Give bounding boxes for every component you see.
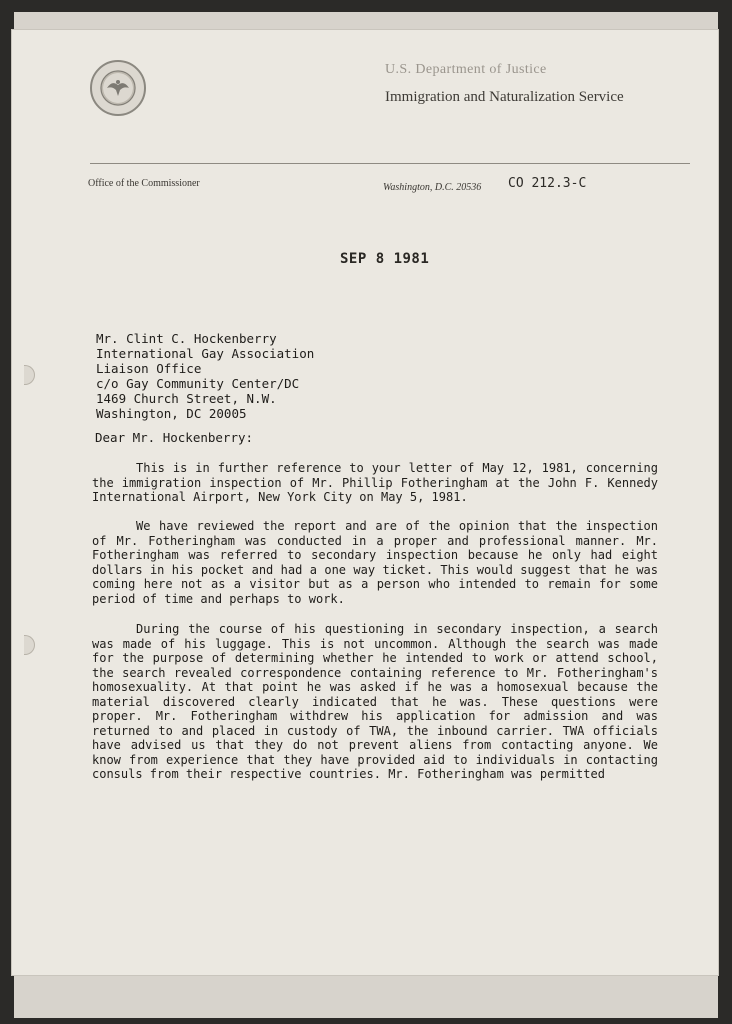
body-paragraph-2: We have reviewed the report and are of the opinion that the inspection of Mr. Fotheringham was conducted in a proper and professional manner. Mr. Fotheringham was referred to secondary inspection because he only had eight dollars in his pocket and had a one way ticket. This would suggest that he was coming here not as a visitor but as a person who intended to remain for some period of time and perhaps to work. [92,519,658,606]
doj-seal-icon [90,60,146,116]
date-stamp: SEP 8 1981 [340,251,430,267]
service-name: Immigration and Naturalization Service [385,89,624,105]
address-line: International Gay Association [96,346,315,361]
body-paragraph-3: During the course of his questioning in secondary inspection, a search was made of his luggage. This is not uncommon. Although the search was made for the purpose of determining whether he intended to work or attend school, the search revealed correspondence containing reference to Mr. Fotheringham's homosexuality. At that point he was asked if he was a homosexual because the material discovered clearly indicated that he was. These questions were proper. Mr. Fotheringham withdrew his application for admission and was returned to and placed in custody of TWA, the inbound carrier. TWA officials have advised us that they do not prevent aliens from contacting anyone. We know from experience that they have provided aid to individuals in contacting consuls from their respective countries. Mr. Fotheringham was permitted [92,622,658,781]
office-location: Washington, D.C. 20536 [383,182,482,193]
file-number: CO 212.3-C [508,176,587,191]
punch-hole [24,635,35,655]
salutation: Dear Mr. Hockenberry: [95,430,254,445]
office-name: Office of the Commissioner [88,178,200,189]
body-paragraph-1: This is in further reference to your letter of May 12, 1981, concerning the immigration inspection of Mr. Phillip Fotheringham at the John F. Kennedy International Airport, New York City on May 5, 1981. [92,461,658,504]
address-line: Washington, DC 20005 [96,406,247,421]
address-line: Mr. Clint C. Hockenberry [96,331,277,346]
address-line: Liaison Office [96,361,202,376]
punch-hole [24,365,35,385]
department-name: U.S. Department of Justice [385,62,547,77]
recipient-address [96,331,314,421]
address-line: 1469 Church Street, N.W. [96,391,277,406]
address-line: c/o Gay Community Center/DC [96,376,300,391]
letterhead-divider [90,163,690,164]
